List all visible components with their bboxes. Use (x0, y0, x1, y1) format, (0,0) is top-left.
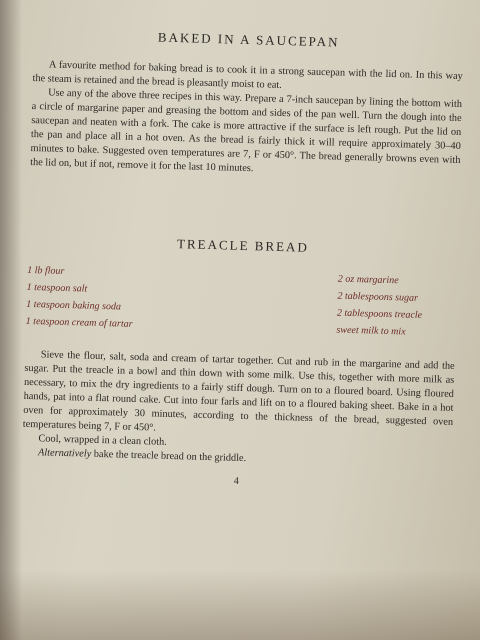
ingredient-item: 2 tablespoons treacle (336, 307, 423, 321)
ingredient-item: sweet milk to mix (336, 324, 406, 338)
ingredient-item: 2 oz margarine (337, 273, 399, 287)
ingredients-left-column (26, 262, 135, 333)
ingredient-item: 1 teaspoon cream of tartar (25, 315, 133, 330)
ingredient-item: 1 teaspoon salt (26, 281, 88, 295)
saucepan-paragraph-1: A favourite method for baking bread is to cook it in a strong saucepan with the lid on. In this way the steam is retained and the bread is pleasantly moist to eat. (32, 59, 463, 91)
ingredient-item: 2 tablespoons sugar (337, 290, 419, 304)
alternatively-word: Alternatively (37, 447, 92, 460)
section-title-treacle: TREACLE BREAD (176, 236, 310, 255)
ingredient-item: 1 teaspoon baking soda (26, 298, 122, 313)
ingredient-item: 1 lb flour (27, 264, 65, 277)
binding-shadow (0, 0, 22, 640)
ingredients-list (26, 262, 424, 341)
saucepan-paragraph-2: Use any of the above three recipes in this way. Prepare a 7-inch saucepan by lining the bottom with a circle of margarine paper and greasing the bottom and sides of the pan well. Turn the dough into the saucepan and neaten with a fork. The cake is more attractive if the surface is left rough. Put the lid on the pan and place all in a hot oven. As the bread is fairly thick it will require approximately 30–40 minutes to bake. Suggested oven temperatures are 7, F or 450°. The bread generally browns even with the lid on, but if not, remove it for the last 10 minutes. (30, 87, 463, 175)
page-number: 4 (233, 475, 240, 487)
ingredients-right-column (336, 271, 423, 341)
section-title-saucepan: BAKED IN A SAUCEPAN (157, 29, 340, 50)
alternative-text: bake the treacle bread on the griddle. (91, 448, 247, 465)
treacle-cool-note: Cool, wrapped in a clean cloth. (38, 433, 167, 448)
page-content (21, 26, 464, 493)
bottom-shadow (0, 570, 480, 640)
treacle-method: Sieve the flour, salt, soda and cream of tartar together. Cut and rub in the margarine and add the sugar. Put the treacle in a bowl and thin down with some milk. Use this, together with more milk as necessary, to mix the dry ingredients to a fairly stiff dough. Turn on to a floured board. Using floured hands, pat into a flat round cake. Cut into four farls and lift on to a floured baking sheet. Bake in a hot oven for approximately 30 minutes, according to the thickness of the bread, suggested oven temperatures being 7, F or 450°. (22, 349, 455, 434)
